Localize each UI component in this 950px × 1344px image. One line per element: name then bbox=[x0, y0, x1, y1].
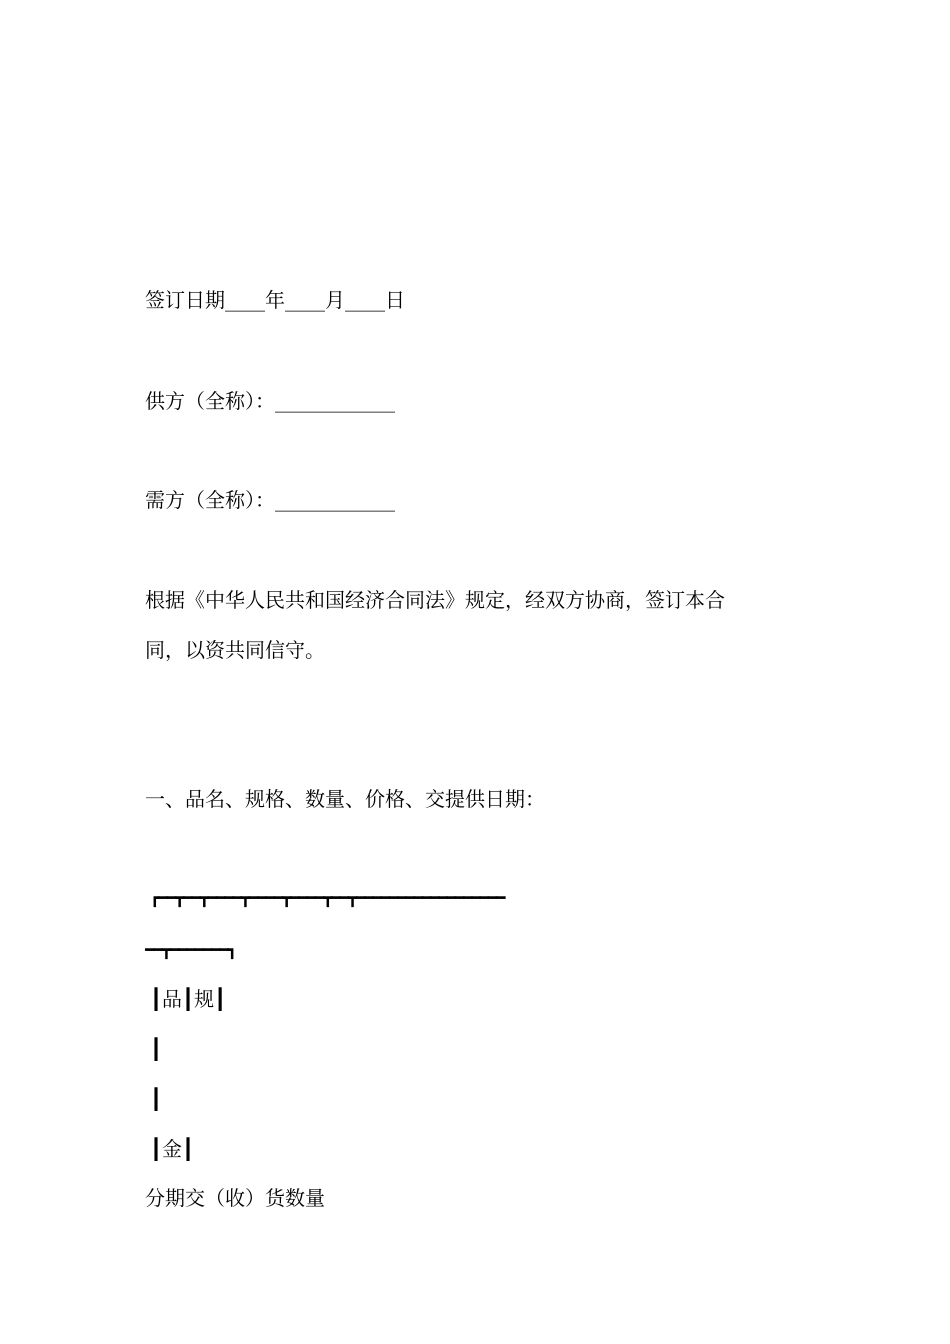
table-row-1: ┃品┃规┃ bbox=[150, 987, 227, 1011]
signing-date-line: 签订日期____年____月____日 bbox=[145, 288, 405, 312]
preamble-line-1: 根据《中华人民共和国经济合同法》规定，经双方协商，签订本合 bbox=[145, 588, 725, 612]
supplier-line: 供方（全称）：____________ bbox=[145, 389, 395, 413]
table-border-top-1: ┏━━┳━━┳━━━━┳━━━━┳━━━━┳━━┳━━━━━━━━━━━━━━━━━━ bbox=[150, 888, 505, 907]
table-row-2: ┃ bbox=[150, 1037, 163, 1061]
table-row-4: ┃金┃ bbox=[150, 1137, 195, 1161]
preamble-line-2: 同，以资共同信守。 bbox=[145, 638, 325, 662]
installment-label: 分期交（收）货数量 bbox=[145, 1186, 325, 1210]
table-border-top-2: ━━┳━━━━━━━┓ bbox=[145, 940, 236, 959]
buyer-line: 需方（全称）：____________ bbox=[145, 488, 395, 512]
table-row-3: ┃ bbox=[150, 1087, 163, 1111]
section-1-heading: 一、品名、规格、数量、价格、交提供日期： bbox=[145, 787, 545, 811]
